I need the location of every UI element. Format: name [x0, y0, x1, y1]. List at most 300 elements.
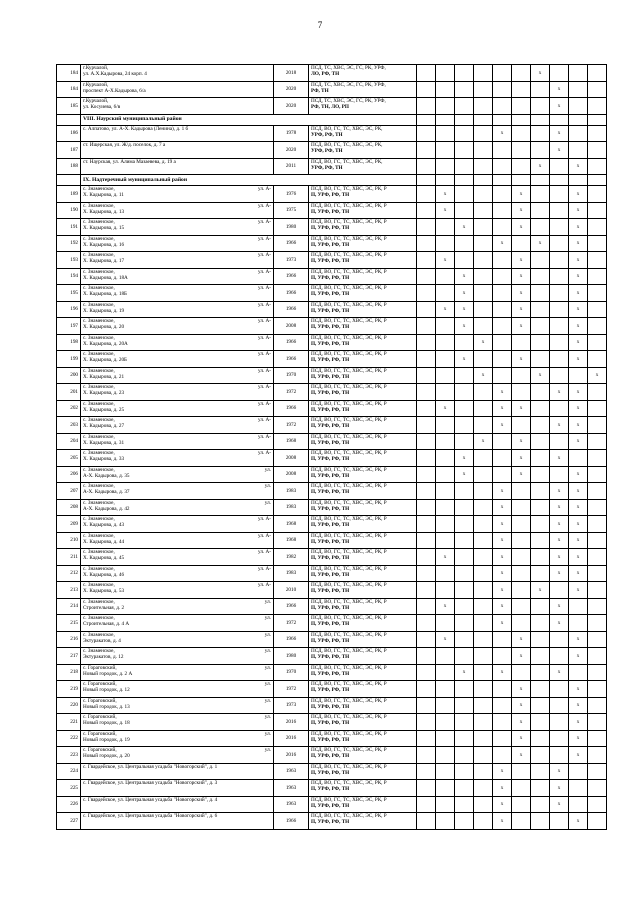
row-number: 216 — [57, 631, 81, 648]
table-row — [57, 125, 607, 142]
address-line-1: с. Гораговский, — [83, 714, 117, 720]
works-line-2: П, УРФ, РФ, ТН — [311, 439, 350, 446]
works-cell — [309, 252, 417, 269]
works-line-2: РФ, ТН, ЛО, РП — [311, 104, 349, 111]
table-row — [57, 219, 607, 236]
address-cell — [81, 615, 274, 632]
year-cell: 1966 — [274, 334, 309, 351]
table-row — [57, 532, 607, 549]
mark-cell — [474, 499, 493, 516]
mark-cell — [588, 318, 607, 335]
address-line-2: Х. Кадырова, д. 20Б — [83, 357, 128, 364]
mark-cell — [588, 796, 607, 813]
mark-cell — [531, 202, 550, 219]
mark-cell: x — [493, 384, 512, 401]
address-cell — [81, 648, 274, 665]
row-number: 215 — [57, 615, 81, 632]
table-row — [57, 384, 607, 401]
section-title: IX. Надтеречный муниципальный район — [81, 175, 417, 186]
works-line-1: ПСД, ВО, ГС, ТС, ХВС, ЭС, РК, — [311, 125, 383, 132]
mark-cell — [417, 81, 436, 98]
address-line-2: Новый городок, д. 20 — [83, 753, 130, 760]
address-line-1: г.Курчалой, — [83, 65, 109, 71]
works-line-1: ПСД, ВО, ГС, ТС, ХВС, ЭС, РК, Р — [311, 697, 387, 704]
mark-cell: x — [550, 664, 569, 681]
mark-cell — [512, 98, 531, 115]
works-line-1: ПСД, ВО, ГС, ТС, ХВС, ЭС, РК, Р — [311, 285, 387, 291]
works-line-1: ПСД, ВО, ГС, ТС, ХВС, ЭС, РК, Р — [311, 252, 387, 258]
address-line-2: Новый городок, д. 13 — [83, 703, 130, 710]
works-cell — [309, 615, 417, 632]
mark-cell — [512, 125, 531, 142]
address-cell — [81, 65, 274, 82]
mark-cell — [531, 796, 550, 813]
mark-cell — [512, 565, 531, 582]
works-cell — [309, 367, 417, 384]
mark-cell — [455, 483, 474, 500]
works-line-1: ПСД, ВО, ГС, ТС, ХВС, ЭС, РК, Р — [311, 813, 387, 819]
row-number: 221 — [57, 714, 81, 731]
address-cell — [81, 235, 274, 252]
mark-cell — [588, 681, 607, 698]
mark-cell — [569, 450, 588, 467]
mark-cell — [417, 615, 436, 632]
address-line-2: Х. Кадырова, д. 20 — [83, 324, 125, 331]
address-line-2: Х. Кадырова, д. 46 — [83, 571, 125, 578]
mark-cell — [493, 114, 512, 125]
mark-cell — [531, 114, 550, 125]
mark-cell — [531, 813, 550, 830]
mark-cell — [417, 796, 436, 813]
address-street-prefix: ул. А- — [257, 186, 271, 192]
year-cell: 2016 — [274, 730, 309, 747]
address-street-prefix: ул. А- — [257, 532, 271, 539]
year-cell: 1966 — [274, 351, 309, 368]
mark-cell — [550, 367, 569, 384]
works-line-1: ПСД, ВО, ГС, ТС, ХВС, ЭС, РК, Р — [311, 631, 387, 638]
mark-cell — [455, 202, 474, 219]
mark-cell — [474, 202, 493, 219]
mark-cell — [417, 158, 436, 175]
address-cell — [81, 763, 274, 780]
mark-cell — [474, 158, 493, 175]
address-line-2: Эктуракатов, д. 4 — [83, 637, 121, 644]
row-number: 222 — [57, 730, 81, 747]
mark-cell: x — [550, 598, 569, 615]
mark-cell: x — [588, 367, 607, 384]
works-cell — [309, 285, 417, 302]
address-street-prefix: ул. А- — [257, 549, 271, 555]
mark-cell — [436, 268, 455, 285]
mark-cell — [474, 483, 493, 500]
mark-cell: x — [569, 235, 588, 252]
works-cell — [309, 730, 417, 747]
mark-cell: x — [569, 532, 588, 549]
works-line-1: ПСД, ВО, ГС, ТС, ХВС, ЭС, РК, Р — [311, 615, 387, 621]
mark-cell: x — [550, 615, 569, 632]
mark-cell — [588, 730, 607, 747]
works-cell — [309, 681, 417, 698]
works-line-2: УРФ, РФ, ТН — [311, 148, 343, 155]
year-cell: 1963 — [274, 796, 309, 813]
mark-cell: x — [512, 186, 531, 203]
address-cell — [81, 125, 274, 142]
row-number: 205 — [57, 450, 81, 467]
mark-cell — [455, 384, 474, 401]
works-line-1: ПСД, ВО, ГС, ТС, ХВС, ЭС, РК, Р — [311, 301, 387, 308]
mark-cell — [531, 730, 550, 747]
address-cell — [81, 796, 274, 813]
table-row — [57, 763, 607, 780]
address-street-prefix: ул. А- — [257, 450, 271, 456]
row-number: 188 — [57, 158, 81, 175]
year-cell: 2016 — [274, 747, 309, 764]
works-line-1: ПСД, ВО, ГС, ТС, ХВС, ЭС, РК, Р — [311, 549, 387, 555]
works-line-2: П, УРФ, РФ, ТН — [311, 538, 350, 545]
mark-cell — [436, 417, 455, 434]
mark-cell — [417, 334, 436, 351]
mark-cell: x — [493, 796, 512, 813]
works-line-1: ПСД, ВО, ГС, ТС, ХВС, ЭС, РК, Р — [311, 730, 387, 737]
mark-cell: x — [569, 565, 588, 582]
address-line-2: Х. Кадырова, д. 23 — [83, 390, 125, 397]
mark-cell: x — [550, 565, 569, 582]
works-line-2: РФ, ТН — [311, 87, 329, 94]
address-street-prefix: ул. — [264, 730, 271, 737]
address-line-1: с. Знаменское, — [83, 532, 115, 539]
mark-cell: x — [531, 158, 550, 175]
mark-cell — [474, 235, 493, 252]
year-cell: 1966 — [274, 235, 309, 252]
works-cell — [309, 186, 417, 203]
mark-cell — [474, 268, 493, 285]
year-cell: 1973 — [274, 252, 309, 269]
works-cell — [309, 318, 417, 335]
mark-cell: x — [436, 631, 455, 648]
works-cell — [309, 301, 417, 318]
table-row — [57, 268, 607, 285]
row-number: 191 — [57, 219, 81, 236]
mark-cell — [588, 714, 607, 731]
mark-cell: x — [569, 631, 588, 648]
mark-cell — [493, 252, 512, 269]
mark-cell — [417, 219, 436, 236]
mark-cell — [569, 65, 588, 82]
address-line-2: проспект А-Х.Кадырова, 6/а — [83, 87, 146, 94]
row-number: 192 — [57, 235, 81, 252]
mark-cell — [512, 81, 531, 98]
mark-cell — [493, 714, 512, 731]
mark-cell — [417, 175, 436, 186]
works-cell — [309, 450, 417, 467]
mark-cell: x — [550, 532, 569, 549]
mark-cell: x — [531, 235, 550, 252]
mark-cell: x — [512, 351, 531, 368]
works-line-2: П, УРФ, РФ, ТН — [311, 274, 350, 281]
works-line-2: П, УРФ, РФ, ТН — [311, 654, 350, 661]
mark-cell: x — [436, 400, 455, 417]
year-cell: 1983 — [274, 565, 309, 582]
mark-cell — [474, 516, 493, 533]
row-number: 197 — [57, 318, 81, 335]
works-line-2: П, УРФ, РФ, ТН — [311, 637, 350, 644]
mark-cell — [436, 763, 455, 780]
address-line-1: с. Знаменское, — [83, 318, 115, 324]
address-line-1: с. Гвардейское, ул. Центральная усадьба "Новогорский", д. 3 — [83, 780, 218, 786]
address-street-prefix: ул. — [264, 664, 271, 671]
works-cell — [309, 532, 417, 549]
mark-cell — [455, 114, 474, 125]
works-line-2: П, УРФ, РФ, ТН — [311, 802, 350, 809]
mark-cell — [436, 65, 455, 82]
mark-cell: x — [550, 763, 569, 780]
address-street-prefix: ул. — [264, 714, 271, 720]
works-cell — [309, 142, 417, 159]
mark-cell — [512, 158, 531, 175]
table-row — [57, 351, 607, 368]
mark-cell: x — [455, 318, 474, 335]
mark-cell — [436, 158, 455, 175]
row-number: 208 — [57, 499, 81, 516]
mark-cell — [531, 400, 550, 417]
works-cell — [309, 400, 417, 417]
row-number: 195 — [57, 285, 81, 302]
mark-cell: x — [550, 549, 569, 566]
mark-cell — [417, 730, 436, 747]
works-cell — [309, 598, 417, 615]
mark-cell — [474, 796, 493, 813]
mark-cell — [417, 483, 436, 500]
table-row — [57, 483, 607, 500]
mark-cell — [588, 664, 607, 681]
mark-cell — [455, 747, 474, 764]
mark-cell — [531, 532, 550, 549]
works-line-2: П, УРФ, РФ, ТН — [311, 423, 350, 430]
year-cell: 1983 — [274, 499, 309, 516]
year-cell: 1966 — [274, 813, 309, 830]
address-cell — [81, 400, 274, 417]
mark-cell: x — [512, 318, 531, 335]
mark-cell — [588, 219, 607, 236]
works-line-2: УРФ, РФ, ТН — [311, 131, 343, 138]
year-cell: 1966 — [274, 285, 309, 302]
works-cell — [309, 268, 417, 285]
mark-cell — [455, 186, 474, 203]
mark-cell — [493, 334, 512, 351]
row-number: 185 — [57, 98, 81, 115]
mark-cell — [455, 780, 474, 797]
works-line-1: ПСД, ВО, ГС, ТС, ХВС, ЭС, РК, Р — [311, 384, 387, 390]
table-row — [57, 202, 607, 219]
mark-cell — [417, 384, 436, 401]
section-number-cell — [57, 175, 81, 186]
mark-cell — [417, 648, 436, 665]
mark-cell — [512, 763, 531, 780]
address-line-1: с. Алпатово, ул. А-Х. Кадырова (Ленина), д. 1 б — [83, 125, 189, 132]
mark-cell — [588, 763, 607, 780]
works-cell — [309, 334, 417, 351]
works-cell — [309, 384, 417, 401]
year-cell: 1978 — [274, 125, 309, 142]
mark-cell — [493, 730, 512, 747]
year-cell: 1976 — [274, 186, 309, 203]
mark-cell — [550, 175, 569, 186]
works-line-1: ПСД, ВО, ГС, ТС, ХВС, ЭС, РК, Р — [311, 235, 387, 242]
mark-cell — [493, 186, 512, 203]
works-cell — [309, 714, 417, 731]
mark-cell — [455, 697, 474, 714]
table-row — [57, 466, 607, 483]
mark-cell — [512, 142, 531, 159]
works-line-1: ПСД, ВО, ГС, ТС, ХВС, ЭС, РК, Р — [311, 565, 387, 572]
mark-cell — [512, 499, 531, 516]
mark-cell — [588, 142, 607, 159]
year-cell: 2018 — [274, 65, 309, 82]
mark-cell — [550, 466, 569, 483]
mark-cell — [531, 648, 550, 665]
mark-cell — [531, 142, 550, 159]
mark-cell — [417, 142, 436, 159]
address-cell — [81, 301, 274, 318]
mark-cell — [550, 158, 569, 175]
mark-cell: x — [512, 714, 531, 731]
mark-cell: x — [436, 549, 455, 566]
mark-cell — [436, 582, 455, 599]
mark-cell — [474, 598, 493, 615]
mark-cell — [455, 631, 474, 648]
mark-cell — [436, 664, 455, 681]
address-cell — [81, 433, 274, 450]
mark-cell — [455, 400, 474, 417]
address-line-1: ст. Наурская, ул. Алима Мазаевева, д. 19 а — [83, 158, 176, 165]
mark-cell — [531, 175, 550, 186]
works-cell — [309, 125, 417, 142]
mark-cell: x — [531, 582, 550, 599]
mark-cell — [455, 125, 474, 142]
works-cell — [309, 81, 417, 98]
works-line-2: П, УРФ, РФ, ТН — [311, 258, 350, 265]
address-street-prefix: ул. — [264, 631, 271, 638]
mark-cell — [474, 747, 493, 764]
mark-cell — [550, 301, 569, 318]
works-cell — [309, 158, 417, 175]
mark-cell — [455, 763, 474, 780]
works-line-2: П, УРФ, РФ, ТН — [311, 555, 350, 562]
mark-cell — [531, 466, 550, 483]
mark-cell: x — [493, 532, 512, 549]
works-line-1: ПСД, ТС, ХВС, ЭС, ГС, РК, УРФ, — [311, 81, 386, 88]
address-street-prefix: ул. А- — [257, 384, 271, 390]
mark-cell — [531, 499, 550, 516]
mark-cell — [417, 318, 436, 335]
year-cell: 2020 — [274, 81, 309, 98]
mark-cell — [531, 664, 550, 681]
mark-cell — [569, 763, 588, 780]
mark-cell — [474, 813, 493, 830]
mark-cell — [531, 598, 550, 615]
row-number: 226 — [57, 796, 81, 813]
mark-cell — [436, 648, 455, 665]
mark-cell — [531, 384, 550, 401]
mark-cell — [493, 81, 512, 98]
mark-cell — [455, 681, 474, 698]
mark-cell — [550, 433, 569, 450]
address-line-2: Х. Кадырова, д. 43 — [83, 522, 125, 529]
works-line-2: П, УРФ, РФ, ТН — [311, 819, 350, 826]
address-line-2: Х. Кадырова, д. 15 — [83, 225, 125, 232]
mark-cell — [550, 268, 569, 285]
table-row — [57, 565, 607, 582]
mark-cell — [550, 730, 569, 747]
mark-cell — [550, 697, 569, 714]
row-number: 187 — [57, 142, 81, 159]
mark-cell — [588, 648, 607, 665]
mark-cell: x — [550, 384, 569, 401]
table-row — [57, 142, 607, 159]
address-street-prefix: ул. А- — [257, 417, 271, 423]
address-cell — [81, 81, 274, 98]
page-number: 7 — [317, 20, 323, 30]
mark-cell — [531, 516, 550, 533]
mark-cell: x — [474, 367, 493, 384]
mark-cell — [588, 285, 607, 302]
works-line-1: ПСД, ВО, ГС, ТС, ХВС, ЭС, РК, Р — [311, 400, 387, 407]
works-cell — [309, 516, 417, 533]
works-line-1: ПСД, ВО, ГС, ТС, ХВС, ЭС, РК, Р — [311, 681, 387, 687]
table-row — [57, 400, 607, 417]
mark-cell — [474, 384, 493, 401]
table-row — [57, 582, 607, 599]
mark-cell: x — [550, 450, 569, 467]
mark-cell — [588, 582, 607, 599]
mark-cell — [531, 631, 550, 648]
mark-cell — [474, 219, 493, 236]
table-row — [57, 780, 607, 797]
address-cell — [81, 598, 274, 615]
address-line-1: с. Знаменское, — [83, 466, 115, 473]
works-cell — [309, 697, 417, 714]
address-cell — [81, 582, 274, 599]
mark-cell: x — [493, 125, 512, 142]
mark-cell — [550, 648, 569, 665]
address-line-1: г.Курчалой, — [83, 81, 109, 88]
mark-cell: x — [569, 318, 588, 335]
works-line-1: ПСД, ВО, ГС, ТС, ХВС, ЭС, РК, Р — [311, 351, 387, 357]
mark-cell — [455, 565, 474, 582]
mark-cell — [436, 466, 455, 483]
works-line-2: П, УРФ, РФ, ТН — [311, 373, 350, 380]
mark-cell — [531, 318, 550, 335]
address-line-1: с. Знаменское, — [83, 499, 115, 506]
mark-cell — [550, 235, 569, 252]
works-line-2: П, УРФ, РФ, ТН — [311, 621, 350, 628]
mark-cell: x — [569, 499, 588, 516]
mark-cell — [531, 747, 550, 764]
mark-cell: x — [512, 730, 531, 747]
mark-cell — [550, 400, 569, 417]
address-line-2: А-Х. Кадырова, д. 42 — [83, 505, 130, 512]
mark-cell — [455, 648, 474, 665]
year-cell: 1975 — [274, 202, 309, 219]
mark-cell — [531, 285, 550, 302]
mark-cell — [436, 747, 455, 764]
mark-cell — [512, 516, 531, 533]
mark-cell — [474, 664, 493, 681]
address-line-1: с. Гвардейское, ул. Центральная усадьба "Новогорский", д. 1 — [83, 763, 218, 770]
address-line-2: Х. Кадырова, д. 17 — [83, 258, 125, 265]
mark-cell — [531, 98, 550, 115]
address-cell — [81, 285, 274, 302]
